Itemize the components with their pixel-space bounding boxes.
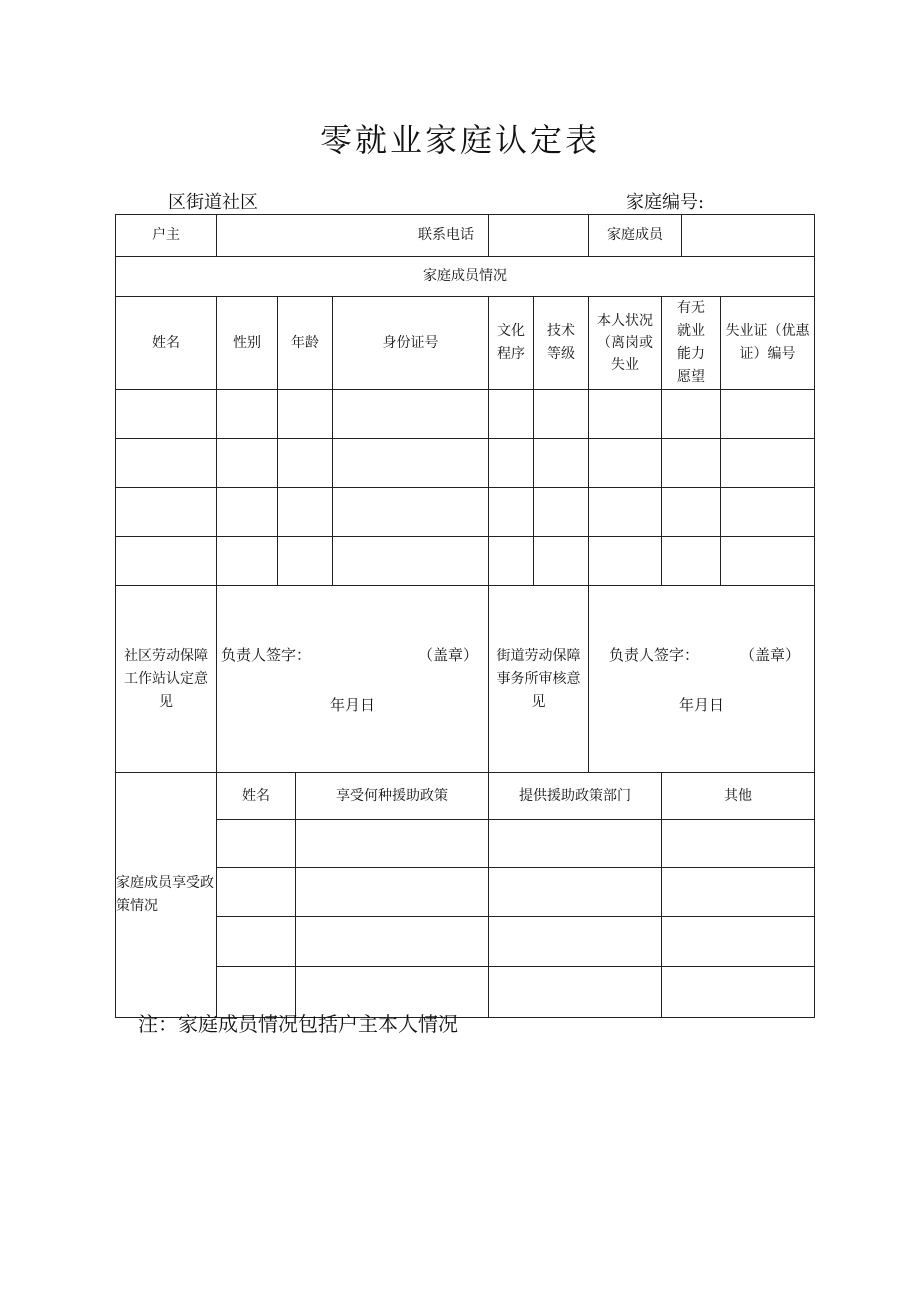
- householder-label: 户主: [116, 215, 217, 257]
- policy-other-cell[interactable]: [662, 868, 815, 917]
- district-street-community-label: 区街道社区: [168, 192, 258, 213]
- member-id-cell[interactable]: [333, 390, 489, 439]
- member-skill-cell[interactable]: [534, 488, 589, 537]
- member-certificate-cell[interactable]: [721, 488, 815, 537]
- col-header-status: 本人状况（离岗或失业: [589, 297, 662, 390]
- members-section-title: 家庭成员情况: [116, 257, 815, 297]
- member-id-cell[interactable]: [333, 537, 489, 586]
- member-status-cell[interactable]: [589, 390, 662, 439]
- member-willingness-cell[interactable]: [662, 537, 721, 586]
- members-field[interactable]: [682, 215, 815, 257]
- member-certificate-cell[interactable]: [721, 390, 815, 439]
- community-signature-label: 负责人签字：: [221, 646, 312, 664]
- community-opinion-cell[interactable]: [217, 586, 489, 773]
- member-name-cell[interactable]: [116, 390, 217, 439]
- community-date-label: 年月日: [330, 696, 376, 714]
- member-certificate-cell[interactable]: [721, 439, 815, 488]
- member-row: [116, 488, 815, 537]
- member-willingness-cell[interactable]: [662, 390, 721, 439]
- street-opinion-label: 街道劳动保障事务所审核意见: [489, 586, 589, 773]
- members-label: 家庭成员: [589, 215, 682, 257]
- community-seal-label: （盖章）: [418, 646, 479, 664]
- policy-header-policy: 享受何种援助政策: [296, 773, 489, 820]
- member-gender-cell[interactable]: [217, 439, 278, 488]
- member-skill-cell[interactable]: [534, 537, 589, 586]
- community-opinion-label: 社区劳动保障工作站认定意见: [116, 586, 217, 773]
- member-certificate-cell[interactable]: [721, 537, 815, 586]
- col-header-certificate: 失业证（优惠证）编号: [721, 297, 815, 390]
- member-name-cell[interactable]: [116, 439, 217, 488]
- street-seal-label: （盖章）: [740, 646, 801, 664]
- policy-header-department: 提供援助政策部门: [489, 773, 662, 820]
- member-row: [116, 390, 815, 439]
- member-gender-cell[interactable]: [217, 537, 278, 586]
- member-age-cell[interactable]: [278, 488, 333, 537]
- householder-field[interactable]: [217, 215, 333, 257]
- policy-name-cell[interactable]: [217, 868, 296, 917]
- policy-name-cell[interactable]: [217, 917, 296, 967]
- identification-form-table: [115, 214, 815, 1018]
- street-opinion-cell[interactable]: [589, 586, 815, 773]
- member-name-cell[interactable]: [116, 537, 217, 586]
- policy-other-cell[interactable]: [662, 917, 815, 967]
- member-name-cell[interactable]: [116, 488, 217, 537]
- member-skill-cell[interactable]: [534, 390, 589, 439]
- policy-row: [116, 868, 815, 917]
- policy-section-label: 家庭成员享受政策情况: [116, 773, 217, 1018]
- family-number-label: 家庭编号:: [626, 192, 705, 213]
- footnote: 注：家庭成员情况包括户主本人情况: [138, 1012, 458, 1036]
- policy-header-other: 其他: [662, 773, 815, 820]
- policy-department-cell[interactable]: [489, 820, 662, 868]
- phone-field[interactable]: [489, 215, 589, 257]
- policy-policy-cell[interactable]: [296, 917, 489, 967]
- member-education-cell[interactable]: [489, 390, 534, 439]
- member-row: [116, 439, 815, 488]
- col-header-name: 姓名: [116, 297, 217, 390]
- policy-department-cell[interactable]: [489, 917, 662, 967]
- page-title: 零就业家庭认定表: [319, 121, 600, 159]
- policy-policy-cell[interactable]: [296, 820, 489, 868]
- policy-other-cell[interactable]: [662, 967, 815, 1018]
- col-header-skill: 技术等级: [534, 297, 589, 390]
- member-age-cell[interactable]: [278, 439, 333, 488]
- street-signature-label: 负责人签字：: [609, 646, 700, 664]
- member-age-cell[interactable]: [278, 537, 333, 586]
- member-education-cell[interactable]: [489, 537, 534, 586]
- member-row: [116, 537, 815, 586]
- policy-department-cell[interactable]: [489, 967, 662, 1018]
- col-header-age: 年龄: [278, 297, 333, 390]
- policy-header-name: 姓名: [217, 773, 296, 820]
- member-gender-cell[interactable]: [217, 390, 278, 439]
- phone-label: 联系电话: [333, 215, 489, 257]
- policy-other-cell[interactable]: [662, 820, 815, 868]
- policy-department-cell[interactable]: [489, 868, 662, 917]
- member-status-cell[interactable]: [589, 439, 662, 488]
- col-header-id-number: 身份证号: [333, 297, 489, 390]
- col-header-education: 文化程序: [489, 297, 534, 390]
- policy-name-cell[interactable]: [217, 820, 296, 868]
- col-header-gender: 性别: [217, 297, 278, 390]
- member-gender-cell[interactable]: [217, 488, 278, 537]
- member-status-cell[interactable]: [589, 488, 662, 537]
- street-date-label: 年月日: [679, 696, 725, 714]
- member-id-cell[interactable]: [333, 488, 489, 537]
- member-willingness-cell[interactable]: [662, 488, 721, 537]
- member-willingness-cell[interactable]: [662, 439, 721, 488]
- member-age-cell[interactable]: [278, 390, 333, 439]
- policy-policy-cell[interactable]: [296, 868, 489, 917]
- member-status-cell[interactable]: [589, 537, 662, 586]
- col-header-willingness: 有无就业能力愿望: [662, 297, 721, 390]
- member-skill-cell[interactable]: [534, 439, 589, 488]
- member-education-cell[interactable]: [489, 439, 534, 488]
- member-id-cell[interactable]: [333, 439, 489, 488]
- member-education-cell[interactable]: [489, 488, 534, 537]
- policy-row: [116, 820, 815, 868]
- policy-row: [116, 917, 815, 967]
